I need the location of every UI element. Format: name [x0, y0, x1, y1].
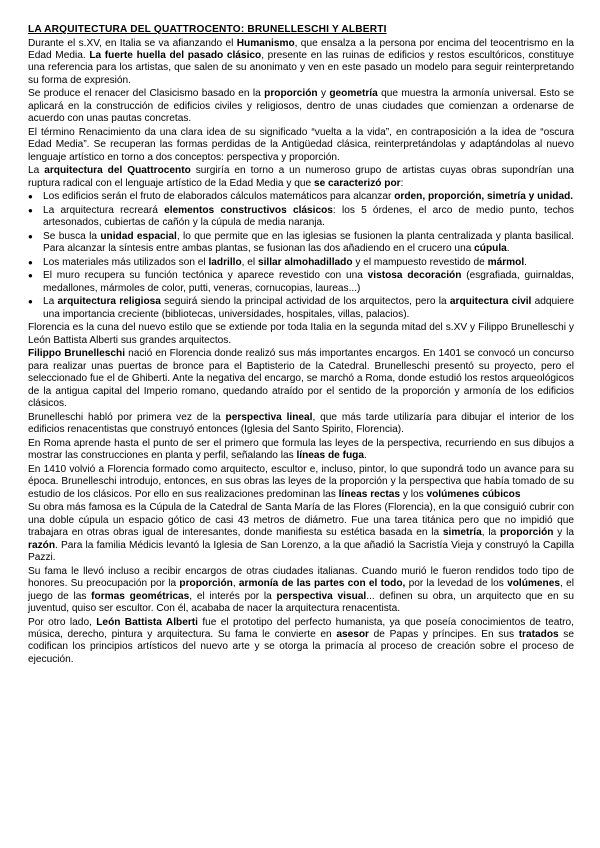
paragraph-quattrocento: La arquitectura del Quattrocento surgiría en torno a un numeroso grupo de artistas cuyas obras supondrían una ruptura radical con el lenguaje artístico de la Edad Media y que se caracterizó por:	[28, 165, 575, 189]
document-title: LA ARQUITECTURA DEL QUATTROCENTO: BRUNELLESCHI Y ALBERTI	[28, 24, 387, 35]
list-item: ● La arquitectura religiosa seguirá siendo la principal actividad de los arquitectos, pero la arquitectura civil adquiere una importancia creciente (bibliotecas, universidades, hospitales, villas, palacios).	[28, 296, 574, 321]
paragraph-perspectiva: Brunelleschi habló por primera vez de la perspectiva lineal, que más tarde utilizaría para dibujar el interior de los edificios renacentistas que construyó entonces (Iglesia del Santo Spirito, Florencia).	[28, 411, 574, 436]
list-item: ● Los materiales más utilizados son el ladrillo, el sillar almohadillado y el mampuesto revestido de mármol.	[28, 257, 574, 269]
paragraph-renacimiento: El término Renacimiento da una clara idea de su significado “vuelta a la vida”, en contraposición a la idea de “oscura Edad Media”. Se recuperan las formas perdidas de la Antigüedad clásica, reinterpretándolas y adaptándolas al nuevo lenguaje artístico en torno a dos conceptos: perspectiva y proporción.	[28, 126, 574, 163]
paragraph-florencia: Florencia es la cuna del nuevo estilo que se extiende por toda Italia en la segunda mitad del s.XV y Filippo Brunelleschi y León Battista Alberti sus grandes arquitectos.	[28, 322, 574, 346]
paragraph-roma: En Roma aprende hasta el punto de ser el primero que formula las leyes de la perspectiva, recurriendo en sus dibujos a mostrar las construcciones en planta y perfil, señalando las líneas de fuga.	[28, 437, 574, 462]
paragraph-clasicismo: Se produce el renacer del Clasicismo basado en la proporción y geometría que muestra la armonía universal. Esto se aplicará en la construcción de edificios civiles y religiosos, dentro de unas ciudades que comienzan a ordenarse de acuerdo con unas pautas concretas.	[28, 88, 574, 125]
list-item: ● La arquitectura recreará elementos constructivos clásicos: los 5 órdenes, el arco de medio punto, techos artesonados, cubiertas de cañón y la cúpula de media naranja.	[28, 205, 574, 230]
characteristics-list	[28, 191, 574, 321]
paragraph-1410: En 1410 volvió a Florencia formado como arquitecto, escultor e, incluso, pintor, lo que supondrá todo un avance para su época. Brunelleschi introdujo, entonces, en sus obras las leyes de la proporción y la perspectiva que había tomado de su estudio de los clásicos. Por ello en sus realizaciones predominan las líneas rectas y los volúmenes cúbicos	[28, 463, 574, 500]
document-page	[28, 24, 574, 667]
list-item: ● Los edificios serán el fruto de elaborados cálculos matemáticos para alcanzar orden, proporción, simetría y unidad.	[28, 191, 574, 203]
paragraph-brunelleschi: Filippo Brunelleschi nació en Florencia donde realizó sus más importantes encargos. En 1401 se convocó un concurso para realizar unas puertas de bronce para el Baptisterio de la Catedral. Brunelleschi presentó su proyecto, pero el seleccionado fue el de Ghiberti. Ante la negativa del encargo, se marchó a Roma, donde estudió los restos arqueológicos de la antigua capital del Imperio romano, quedando atraído por el sentido de la proporción y armonía de los edificios clásicos.	[28, 348, 574, 410]
paragraph-fama: Su fama le llevó incluso a recibir encargos de otras ciudades italianas. Cuando murió le fueron rendidos todo tipo de honores. Su preocupación por la proporción, armonía de las partes con el todo, por la levedad de los volúmenes, el juego de las formas geométricas, el interés por la perspectiva visual... definen su obra, un arquitecto que en su juventud, quiso ser escultor. Con él, acababa de nacer la arquitectura renacentista.	[28, 565, 574, 614]
paragraph-cupula: Su obra más famosa es la Cúpula de la Catedral de Santa María de las Flores (Florencia), en la que consiguió cubrir con una doble cúpula un espacio gótico de casi 43 metros de diámetro. Fue una tarea titánica pero que no impidió que trabajara en otras obras igual de interesantes, donde manifiesta su estética basada en la simetría, la proporción y la razón. Para la familia Médicis levantó la Iglesia de San Lorenzo, a la que añadió la Sacristía Vieja y construyó la Capilla Pazzi.	[28, 502, 574, 564]
list-item: ● Se busca la unidad espacial, lo que permite que en las iglesias se fusionen la planta centralizada y planta basilical. Para alcanzar la síntesis entre ambas plantas, se fusionan las dos añadiendo en el crucero una cúpula.	[28, 231, 574, 256]
paragraph-humanismo: Durante el s.XV, en Italia se va afianzando el Humanismo, que ensalza a la persona por encima del teocentrismo en la Edad Media. La fuerte huella del pasado clásico, presente en las ruinas de edificios y restos escultóricos, constituye una referencia para los artistas, que salen de su anonimato y ven en este pasado un modelo para seguir reinterpretando su forma de expresión.	[28, 37, 575, 86]
paragraph-alberti: Por otro lado, León Battista Alberti fue el prototipo del perfecto humanista, ya que poseía conocimientos de teatro, música, derecho, pintura y arquitectura. Su fama le convierte en asesor de Papas y príncipes. En sus tratados se codifican los principios artísticos del nuevo arte y se otorga la primacía al proceso de creación sobre el proceso de ejecución.	[28, 616, 574, 665]
list-item: ● El muro recupera su función tectónica y aparece revestido con una vistosa decoración (esgrafiada, guirnaldas, medallones, mármoles de color, putti, veneras, cornucopias, laureas...)	[28, 270, 574, 295]
